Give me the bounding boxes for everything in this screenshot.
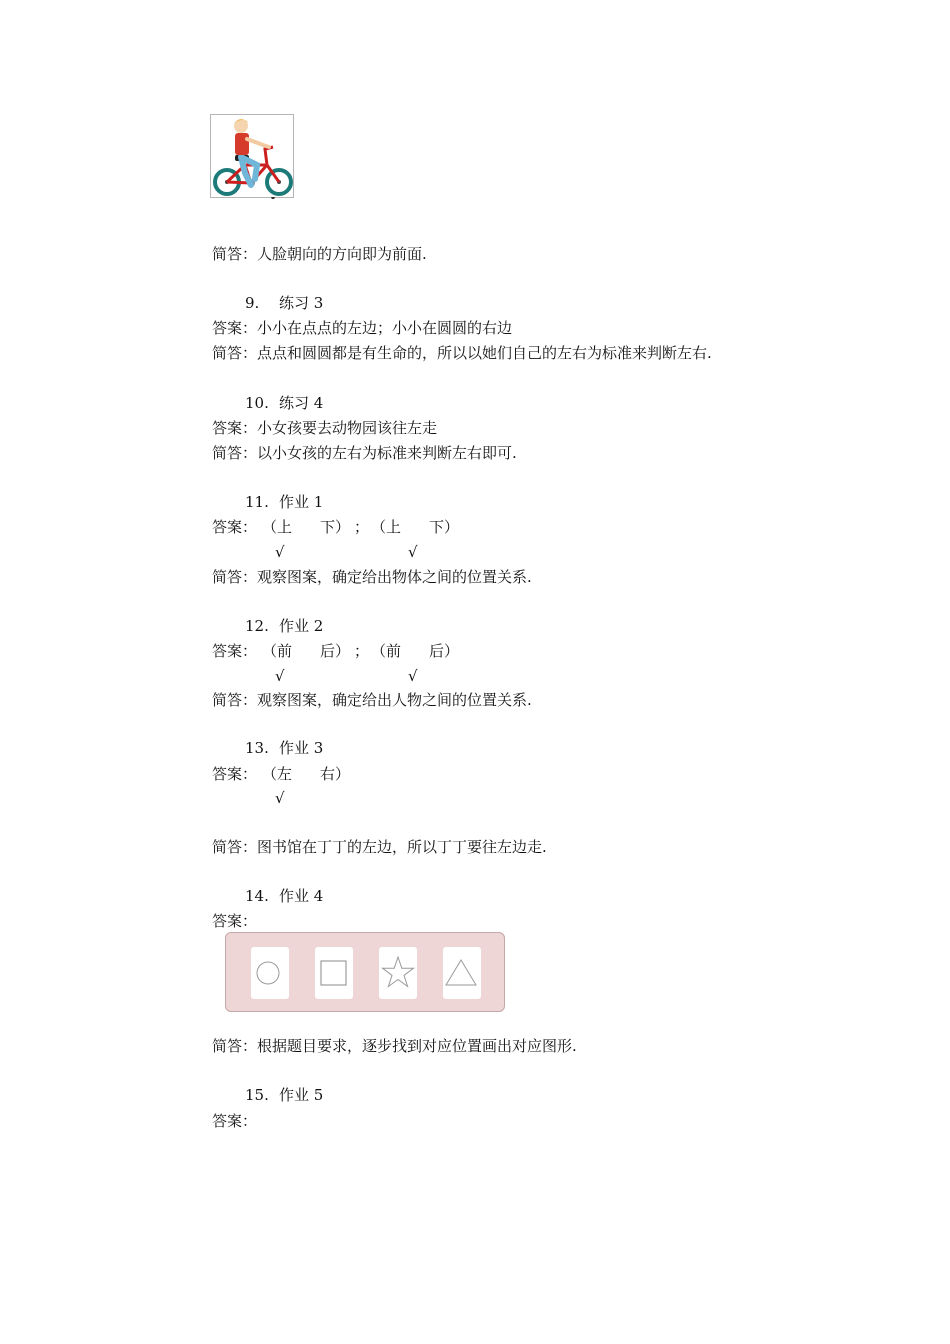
check-mark: √ [408,667,418,685]
option-right: 下） [429,518,460,536]
item-title: 作业 5 [279,1086,324,1104]
item-title: 作业 3 [279,739,324,757]
answer-label: 答案： [212,642,258,660]
item-number: 13. [245,739,269,757]
option-right: 右） [320,765,351,783]
item-title: 练习 3 [279,294,324,312]
item-title: 作业 1 [279,493,324,511]
item-number: 9. [245,294,260,312]
triangle-icon [443,947,481,999]
answer-text: 答案：小小在点点的左边；小小在圆圆的右边 [212,319,513,337]
answer-brief: 简答：点点和圆圆都是有生命的，所以以她们自己的左右为标准来判断左右. [212,344,712,362]
option-separator: ； [354,642,370,660]
item-number: 14. [245,887,269,905]
answer-label: 答案： [212,912,258,930]
item-title: 作业 4 [279,887,324,905]
item-number: 10. [245,394,269,412]
check-mark: √ [275,789,285,807]
answer-label: 答案： [212,1112,258,1130]
answer-brief: 简答：以小女孩的左右为标准来判断左右即可. [212,444,517,462]
option-left: （前 [262,642,293,660]
check-mark: √ [408,543,418,561]
shape-card [379,947,417,999]
option-right: 下） [320,518,351,536]
option-left: （左 [262,765,293,783]
item-number: 11. [245,493,269,511]
square-icon [315,947,353,999]
option-left: （上 [371,518,402,536]
item-title: 作业 2 [279,617,324,635]
item-title: 练习 4 [279,394,324,412]
star-icon [379,947,417,999]
answer-label: 答案： [212,765,258,783]
option-left: （上 [262,518,293,536]
option-right: 后） [320,642,351,660]
option-left: （前 [371,642,402,660]
answer-brief: 简答：观察图案，确定给出物体之间的位置关系. [212,568,532,586]
check-mark: √ [275,667,285,685]
option-separator: ； [354,518,370,536]
boy-riding-bicycle-icon [211,115,295,199]
shape-card [443,947,481,999]
option-right: 后） [429,642,460,660]
answer-brief: 简答：人脸朝向的方向即为前面. [212,245,427,263]
answer-brief: 简答：观察图案，确定给出人物之间的位置关系. [212,691,532,709]
item-number: 15. [245,1086,269,1104]
check-mark: √ [275,543,285,561]
boy-riding-bicycle-figure [210,114,294,198]
answer-text: 答案：小女孩要去动物园该往左走 [212,419,438,437]
shape-card [315,947,353,999]
shapes-answer-panel [225,932,505,1012]
answer-label: 答案： [212,518,258,536]
circle-icon [251,947,289,999]
answer-brief: 简答：图书馆在丁丁的左边，所以丁丁要往左边走. [212,838,547,856]
item-number: 12. [245,617,269,635]
shape-card [251,947,289,999]
answer-brief: 简答：根据题目要求，逐步找到对应位置画出对应图形. [212,1037,577,1055]
